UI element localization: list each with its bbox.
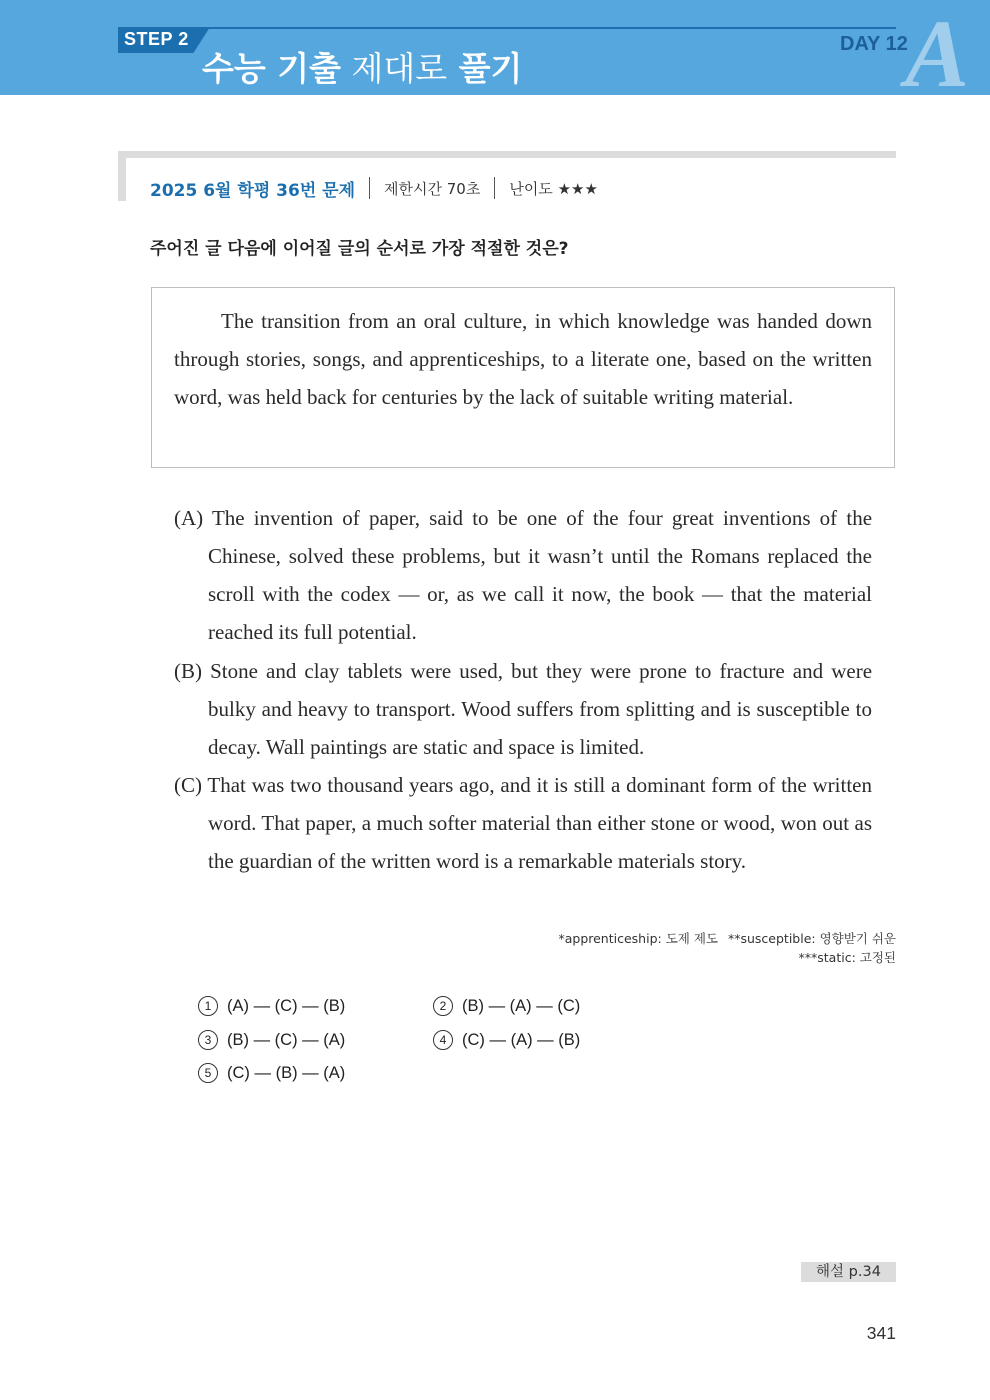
choice-1[interactable] [198, 996, 345, 1016]
paragraph-text: The invention of paper, said to be one of the four great inventions of the Chinese, solved these problems, but it wasn’t until the Romans replaced the scroll with the codex — or, as we call it now, the book — that the material reached its full potential. [208, 506, 873, 644]
choice-number: 3 [198, 1030, 218, 1050]
solution-reference: 해설 p.34 [801, 1262, 896, 1282]
choice-text: (C) — (A) — (B) [462, 1031, 581, 1049]
vocabulary-notes [400, 929, 896, 967]
paragraph-label: (C) [174, 773, 202, 797]
title-part-1: 수능 [202, 49, 266, 88]
choice-number: 4 [433, 1030, 453, 1050]
choice-text: (A) — (C) — (B) [227, 997, 346, 1015]
paragraph-text: That was two thousand years ago, and it is still a dominant form of the written word. That paper, a much softer material than either stone or wood, won out as the guardian of the written word is a remarkable materials story. [207, 773, 873, 873]
question-info [150, 176, 598, 200]
choice-2[interactable] [433, 996, 580, 1016]
header-rule [120, 27, 896, 29]
note-susceptible: **susceptible: 영향받기 쉬운 [727, 931, 896, 946]
paragraph-a [174, 499, 872, 651]
choice-5[interactable] [198, 1063, 345, 1083]
paragraph-c [174, 766, 872, 880]
question-bar-top [118, 151, 896, 158]
choice-number: 2 [433, 996, 453, 1016]
paragraph-label: (B) [174, 659, 202, 683]
title-part-2: 기출 [265, 49, 342, 88]
separator [494, 177, 495, 199]
question-source: 2025 6월 학평 36번 문제 [150, 180, 356, 201]
decorative-letter: A [905, 0, 970, 95]
page-number: 341 [866, 1323, 896, 1343]
choice-4[interactable] [433, 1030, 580, 1050]
choice-text: (B) — (C) — (A) [227, 1031, 346, 1049]
question-bar-left [118, 151, 126, 201]
choice-number: 1 [198, 996, 218, 1016]
choice-text: (B) — (A) — (C) [462, 997, 581, 1015]
note-apprenticeship: *apprenticeship: 도제 제도 [558, 931, 718, 946]
step-label: STEP 2 [124, 29, 189, 49]
title-part-4: 풀기 [447, 49, 523, 88]
question-prompt: 주어진 글 다음에 이어질 글의 순서로 가장 적절한 것은? [150, 239, 569, 259]
day-label: DAY 12 [840, 33, 908, 55]
separator [369, 177, 370, 199]
difficulty: 난이도 ★★★ [509, 179, 598, 198]
paragraph-b [174, 652, 872, 766]
given-text: The transition from an oral culture, in which knowledge was handed down through stories, songs, and apprenticeships, to a literate one, based on the written word, was held back for centuries by the lack of suitable writing material. [174, 309, 872, 409]
choice-number: 5 [198, 1063, 218, 1083]
section-title [202, 48, 522, 90]
choice-text: (C) — (B) — (A) [227, 1064, 346, 1082]
paragraph-text: Stone and clay tablets were used, but they were prone to fracture and were bulky and heavy to transport. Wood suffers from splitting and is susceptible to decay. Wall paintings are static and space is limited. [208, 659, 873, 759]
choice-3[interactable] [198, 1030, 345, 1050]
page-header [0, 0, 990, 95]
time-limit: 제한시간 70초 [384, 179, 481, 198]
note-static: ***static: 고정된 [798, 950, 896, 965]
paragraph-label: (A) [174, 506, 204, 530]
title-part-3: 제대로 [341, 49, 448, 88]
